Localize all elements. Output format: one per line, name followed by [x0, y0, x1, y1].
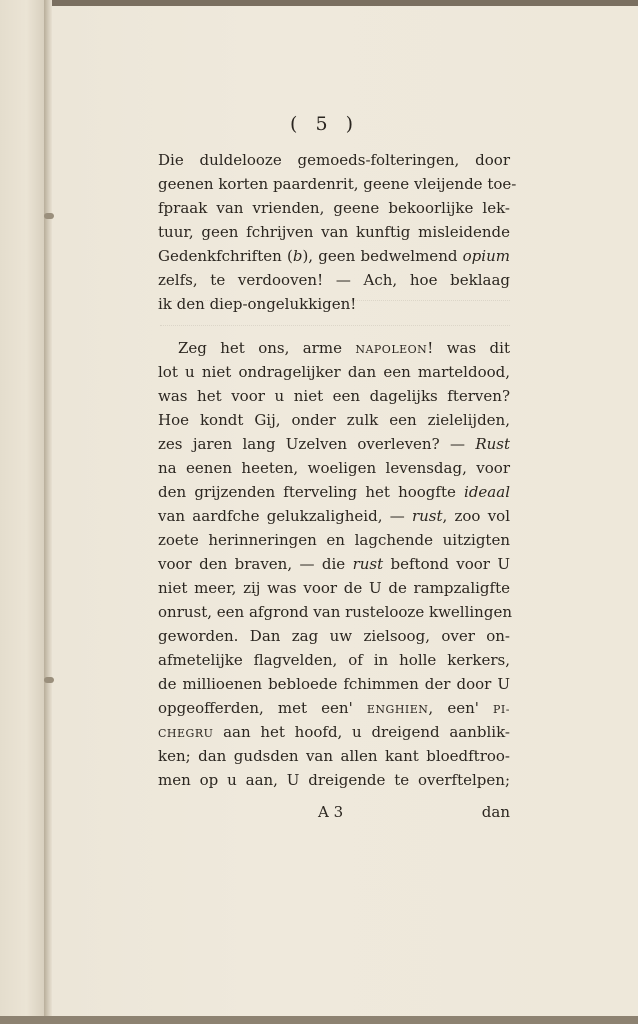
text-line: CHEGRU aan het hoofd, u dreigend aanblik-	[158, 723, 510, 741]
text-line: Hoe kondt Gij, onder zulk een zielelijden,	[158, 411, 510, 429]
text-line: geenen korten paardenrit, geene vleijende toe-	[158, 175, 517, 193]
top-edge	[0, 0, 638, 6]
text-line: Gedenkfchriften (b), geen bedwelmend opium	[158, 247, 510, 265]
italic-word: opium	[462, 247, 510, 265]
catchword: dan	[481, 803, 510, 821]
italic-word: rust	[352, 555, 384, 573]
text-line: afmetelijke flagvelden, of in holle kerkers,	[158, 651, 510, 669]
text-line: den grijzenden fterveling het hoogfte ideaal	[158, 483, 510, 501]
italic-word: Rust	[475, 435, 510, 453]
text-line: zes jaren lang Uzelven overleven? — Rust	[158, 435, 510, 453]
text-line: was het voor u niet een dagelijks fterven?	[158, 387, 510, 405]
text-line: men op u aan, U dreigende te overftelpen;	[158, 771, 510, 789]
text-line: opgeofferden, met een' ENGHIEN, een' PI-	[158, 699, 510, 717]
small-caps-name: CHEGRU	[158, 727, 214, 740]
text-line: ken; dan gudsden van allen kant bloedftroo-	[158, 747, 510, 765]
italic-word: b	[292, 247, 303, 265]
italic-word: ideaal	[464, 483, 510, 501]
page-footer	[158, 803, 510, 827]
text-line: voor den braven, — die rust beftond voor U	[158, 555, 510, 573]
body-text	[158, 148, 517, 792]
text-line: zelfs, te verdooven! — Ach, hoe beklaag	[158, 271, 510, 289]
text-line: van aardfche gelukzaligheid, — rust, zoo vol	[158, 507, 510, 525]
bottom-edge	[0, 1016, 638, 1024]
signature-mark: A 3	[318, 803, 344, 821]
binding-stitch	[44, 213, 54, 219]
text-line: na eenen heeten, woeligen levensdag, voor	[158, 459, 510, 477]
left-page-edge	[0, 0, 45, 1024]
small-caps-name: PI-	[493, 703, 510, 716]
text-line: de millioenen bebloede fchimmen der door U	[158, 675, 510, 693]
page-number: ( 5 )	[290, 113, 359, 135]
italic-word: rust	[411, 507, 443, 525]
text-line: onrust, een afgrond van rustelooze kwellingen	[158, 603, 512, 621]
small-caps-name: ENGHIEN	[366, 703, 429, 716]
book-gutter	[44, 0, 52, 1024]
binding-stitch	[44, 677, 54, 683]
text-line: geworden. Dan zag uw zielsoog, over on-	[158, 627, 510, 645]
text-line: Die duldelooze gemoeds-folteringen, door	[158, 151, 510, 169]
small-caps-name: NAPOLEON	[355, 343, 428, 356]
text-line: Zeg het ons, arme NAPOLEON! was dit	[178, 339, 510, 357]
text-line: niet meer, zij was voor de U de rampzaligfte	[158, 579, 510, 597]
text-line: ik den diep-ongelukkigen!	[158, 295, 357, 313]
paragraph-gap	[158, 316, 510, 336]
text-line: fpraak van vrienden, geene bekoorlijke lek-	[158, 199, 510, 217]
text-line: tuur, geen fchrijven van kunftig misleidende	[158, 223, 510, 241]
text-line: lot u niet ondragelijker dan een marteldood,	[158, 363, 510, 381]
text-line: zoete herinneringen en lagchende uitzigten	[158, 531, 510, 549]
